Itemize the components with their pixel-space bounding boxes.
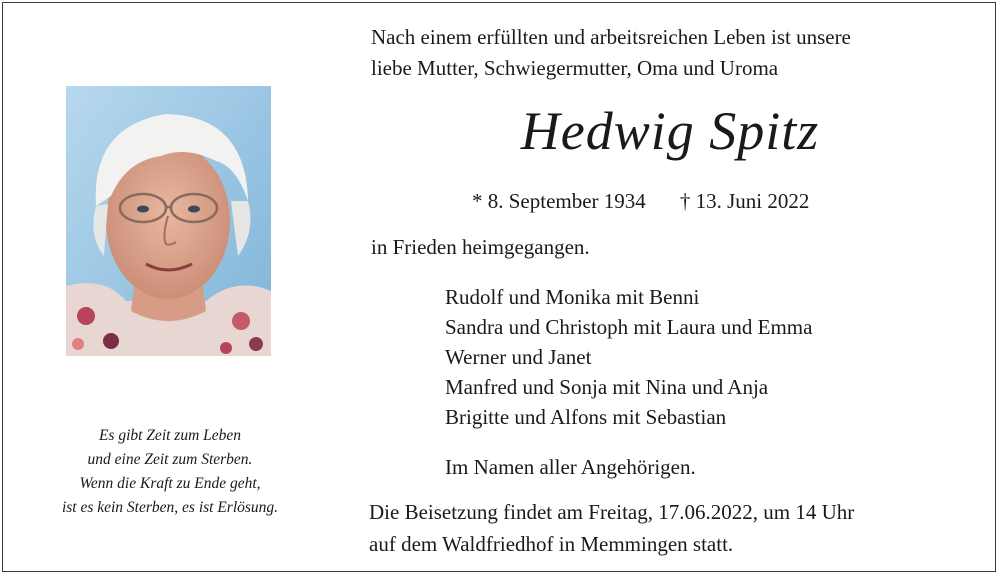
family-list — [445, 282, 965, 432]
deceased-name: Hedwig Spitz — [520, 101, 820, 161]
intro-text — [371, 22, 971, 84]
funeral-line: auf dem Waldfriedhof in Memmingen statt. — [369, 532, 734, 556]
family-member: Manfred und Sonja mit Nina und Anja — [445, 375, 769, 399]
intro-line: Nach einem erfüllten und arbeitsreichen Leben ist unsere — [371, 25, 851, 49]
quote-line: und eine Zeit zum Sterben. — [87, 451, 253, 468]
funeral-info — [369, 496, 979, 560]
quote-line: Wenn die Kraft zu Ende geht, — [79, 475, 261, 492]
quote-line: Es gibt Zeit zum Leben — [98, 427, 242, 444]
passing-text: in Frieden heimgegangen. — [371, 235, 590, 259]
memorial-quote — [30, 424, 310, 520]
family-member: Rudolf und Monika mit Benni — [445, 285, 700, 309]
life-dates — [472, 186, 892, 216]
family-member: Brigitte und Alfons mit Sebastian — [445, 405, 727, 429]
family-member: Werner und Janet — [445, 345, 592, 369]
closing-text: Im Namen aller Angehörigen. — [445, 455, 696, 479]
quote-line: ist es kein Sterben, es ist Erlösung. — [61, 499, 279, 516]
portrait-illustration — [66, 86, 271, 356]
family-member: Sandra und Christoph mit Laura und Emma — [445, 315, 813, 339]
birth-date: * 8. September 1934 — [472, 189, 646, 213]
funeral-line: Die Beisetzung findet am Freitag, 17.06.2022, um 14 Uhr — [369, 500, 855, 524]
portrait-photo — [66, 86, 271, 356]
death-date: † 13. Juni 2022 — [679, 189, 810, 213]
intro-line: liebe Mutter, Schwiegermutter, Oma und Uroma — [371, 56, 779, 80]
